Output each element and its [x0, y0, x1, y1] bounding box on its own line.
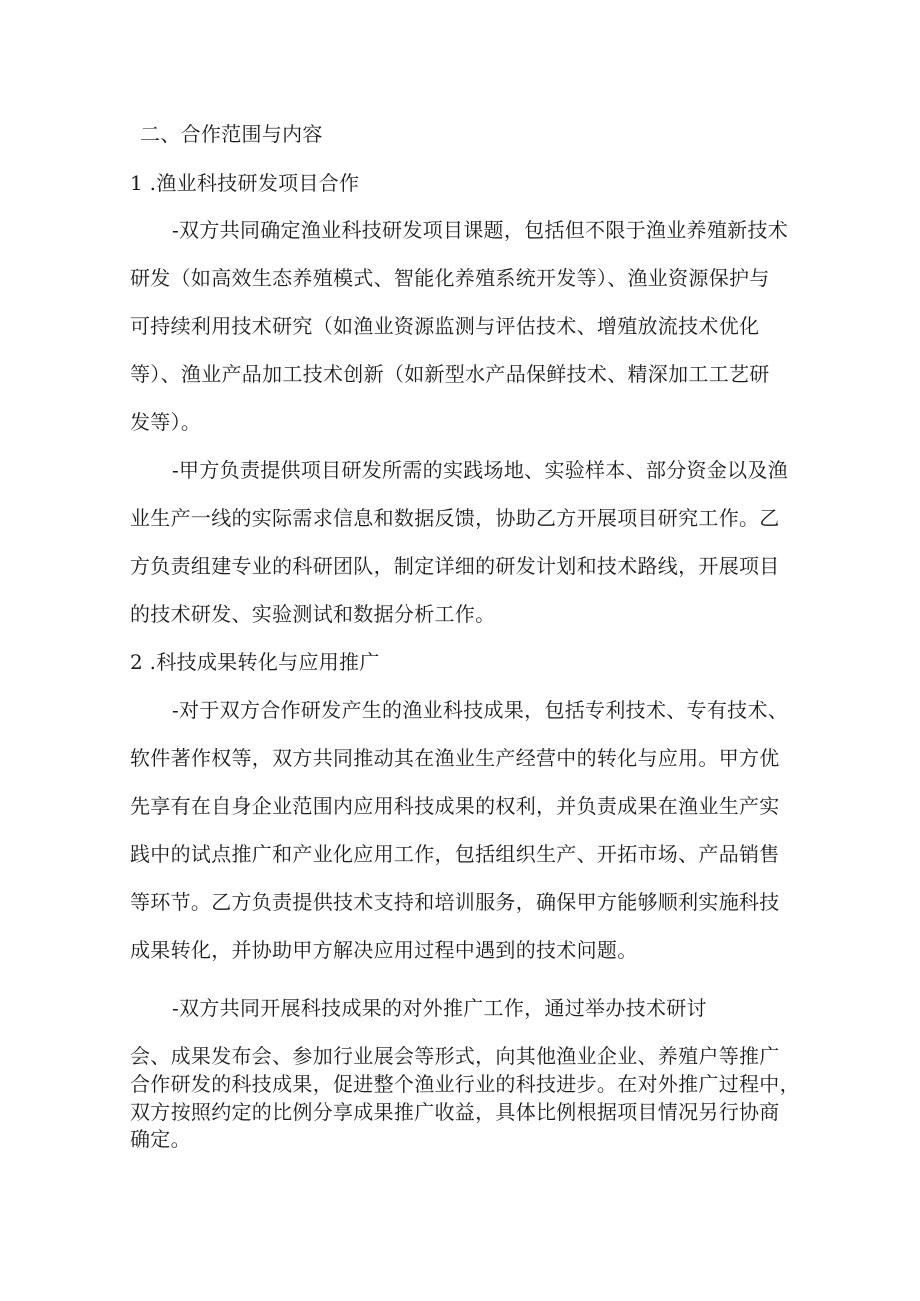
item-2-para-1-line-5: 等环节。乙方负责提供技术支持和培训服务，确保甲方能够顺利实施科技 [130, 890, 780, 914]
item-2-para-2-line-1: -双方共同开展科技成果的对外推广工作，通过举办技术研讨 [172, 996, 707, 1020]
item-1-para-1-line-5: 发等）。 [130, 410, 202, 434]
item-1-para-2-line-4: 的技术研发、实验测试和数据分析工作。 [130, 602, 496, 626]
item-1-para-2-line-1: -甲方负责提供项目研发所需的实践场地、实验样本、部分资金以及渔 [172, 458, 789, 482]
item-2-para-1-line-2: 软件著作权等，双方共同推动其在渔业生产经营中的转化与应用。甲方优 [130, 746, 780, 770]
item-1-title: 1 .渔业科技研发项目合作 [130, 171, 360, 195]
item-2-para-1-line-3: 先享有在自身企业范围内应用科技成果的权利，并负责成果在渔业生产实 [130, 794, 780, 818]
item-2-para-1-line-1: -对于双方合作研发产生的渔业科技成果，包括专利技术、专有技术、 [172, 698, 789, 722]
item-1-para-2-line-2: 业生产一线的实际需求信息和数据反馈，协助乙方开展项目研究工作。乙 [130, 506, 780, 530]
item-2-para-2-line-4: 双方按照约定的比例分享成果推广收益，具体比例根据项目情况另行协商 [130, 1100, 780, 1124]
section-heading: 二、合作范围与内容 [140, 122, 323, 146]
item-2-title: 2 .科技成果转化与应用推广 [130, 650, 380, 674]
item-2-para-2-line-5: 确定。 [130, 1127, 191, 1151]
item-2-para-2-line-2: 会、成果发布会、参加行业展会等形式，向其他渔业企业、养殖户等推广 [130, 1044, 780, 1068]
item-1-para-1-line-2: 研发（如高效生态养殖模式、智能化养殖系统开发等）、渔业资源保护与 [130, 266, 770, 290]
item-2-para-1-line-4: 践中的试点推广和产业化应用工作，包括组织生产、开拓市场、产品销售 [130, 842, 780, 866]
item-1-para-1-line-3: 可持续利用技术研究（如渔业资源监测与评估技术、增殖放流技术优化 [130, 314, 760, 338]
item-1-para-1-line-1: -双方共同确定渔业科技研发项目课题，包括但不限于渔业养殖新技术 [172, 218, 789, 242]
item-1-para-2-line-3: 方负责组建专业的科研团队，制定详细的研发计划和技术路线，开展项目 [130, 554, 780, 578]
item-1-para-1-line-4: 等）、渔业产品加工技术创新（如新型水产品保鲜技术、精深加工工艺研 [130, 362, 770, 386]
item-2-para-1-line-6: 成果转化，并协助甲方解决应用过程中遇到的技术问题。 [130, 938, 638, 962]
item-2-para-2-line-3: 合作研发的科技成果，促进整个渔业行业的科技进步。在对外推广过程中， [130, 1072, 800, 1096]
